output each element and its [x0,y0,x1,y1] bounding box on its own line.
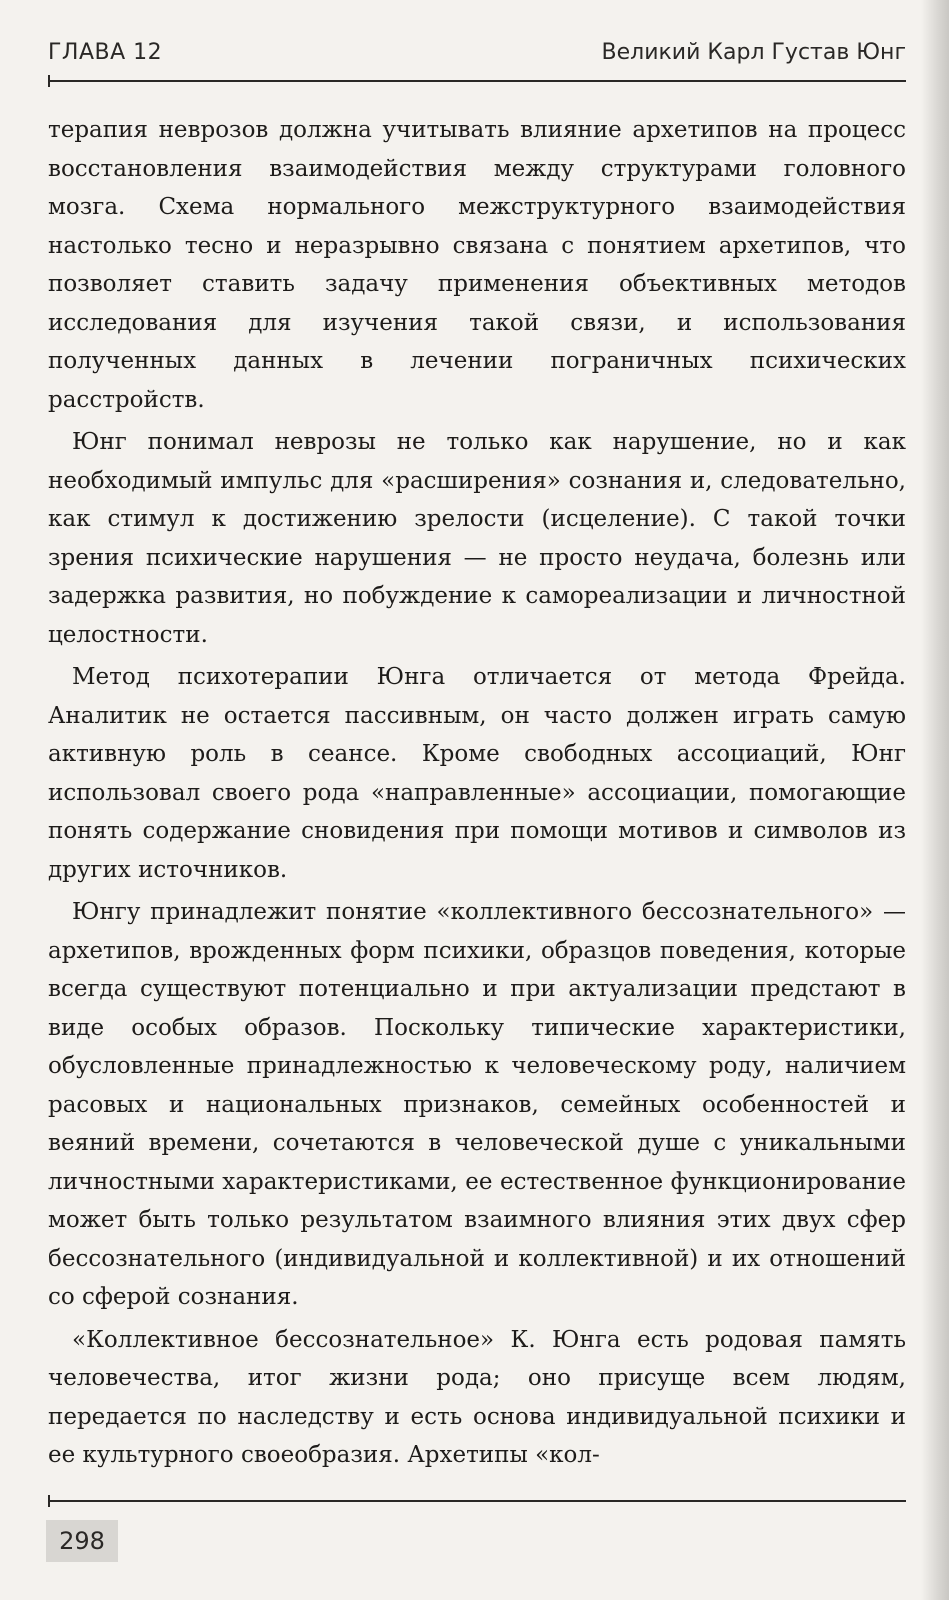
paragraph: Метод психотерапии Юнга отличается от метода Фрейда. Аналитик не остается пассивным, он часто должен играть самую активную роль в сеансе. Кроме свободных ассоциаций, Юнг использовал своего рода «направленные» ассоциации, помогающие понять содержание сновидения при помощи мотивов и символов из других источников. [48,664,906,883]
body-text [48,111,906,1479]
chapter-label: ГЛАВА 12 [48,40,163,65]
paragraph: «Коллективное бессознательное» К. Юнга есть родовая память человечества, итог жизни рода; оно присуще всем людям, передается по наследству и есть основа индивидуальной психики и ее культурного своеобразия. Архетипы «кол- [48,1326,906,1468]
book-title: Великий Карл Густав Юнг [601,40,906,65]
running-header [48,40,906,72]
page-edge-shadow [921,0,949,1600]
footer-rule [48,1500,906,1502]
paragraph: терапия неврозов должна учитывать влияние архетипов на процесс восстановления взаимодействия между структурами головного мозга. Схема нормального межструктурного взаимодействия настолько тесно и неразрывно связана с понятием архетипов, что позволяет ставить задачу применения объективных методов исследования для изучения такой связи, и использования полученных данных в лечении пограничных психических расстройств. [48,117,906,413]
paragraph: Юнгу принадлежит понятие «коллективного бессознательного» — архетипов, врожденных форм психики, образцов поведения, которые всегда существуют потенциально и при актуализации предстают в виде особых образов. Поскольку типические характеристики, обусловленные принадлежностью к человеческому роду, наличием расовых и национальных признаков, семейных особенностей и веяний времени, сочетаются в человеческой душе с уникальными личностными характеристиками, ее естественное функционирование может быть только результатом взаимного влияния этих двух сфер бессознательного (индивидуальной и коллективной) и их отношений со сферой сознания. [48,899,906,1310]
page-number: 298 [46,1520,118,1562]
paragraph: Юнг понимал неврозы не только как нарушение, но и как необходимый импульс для «расширения» сознания и, следовательно, как стимул к достижению зрелости (исцеление). С такой точки зрения психические нарушения — не просто неудача, болезнь или задержка развития, но побуждение к самореализации и личностной целостности. [48,429,906,648]
header-rule [48,80,906,82]
